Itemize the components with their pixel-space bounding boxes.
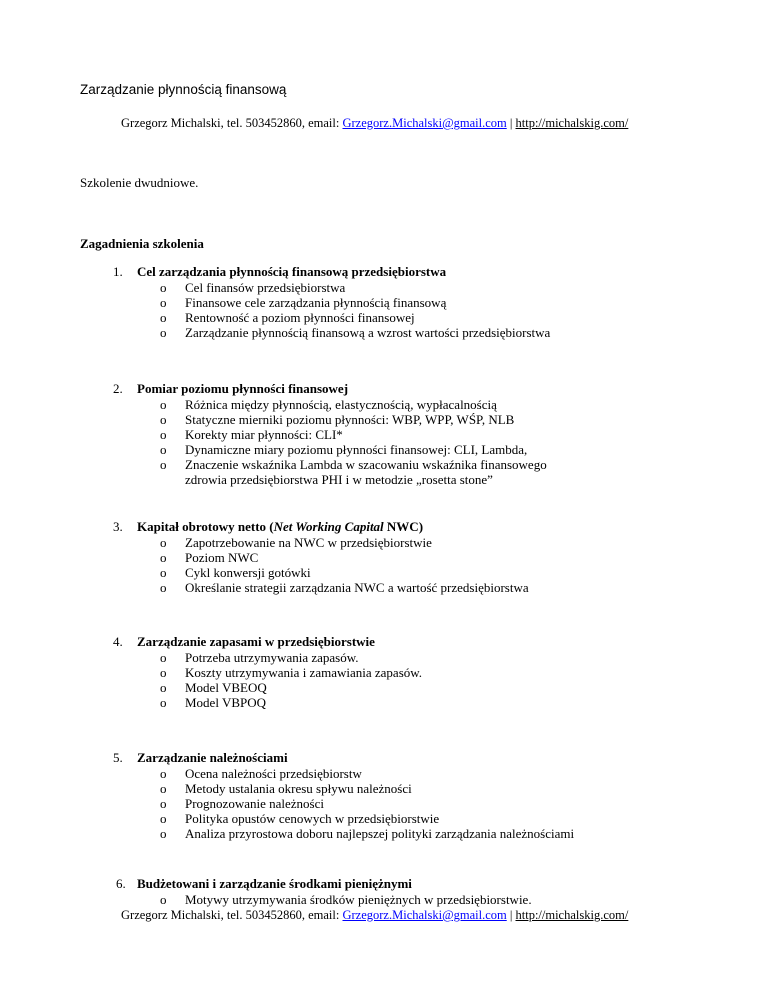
- bullet-icon: o: [160, 280, 167, 295]
- topics-heading: Zagadnienia szkolenia: [80, 236, 204, 251]
- list-item-text: Rentowność a poziom płynności finansowej: [185, 310, 415, 325]
- list-item: [80, 280, 700, 295]
- list-item-text: Poziom NWC: [185, 550, 259, 565]
- website-link[interactable]: http://michalskig.com/: [515, 116, 629, 130]
- email-link[interactable]: Grzegorz.Michalski@gmail.com: [342, 116, 507, 130]
- website-link[interactable]: http://michalskig.com/: [515, 908, 629, 922]
- list-item-text: Metody ustalania okresu spływu należności: [185, 781, 412, 796]
- list-item: [80, 457, 585, 487]
- bullet-icon: o: [160, 325, 167, 340]
- list-item-text: Polityka opustów cenowych w przedsiębiorstwie: [185, 811, 440, 826]
- section-number: 6.: [116, 876, 126, 891]
- bullet-icon: o: [160, 650, 167, 665]
- section-title-part: NWC): [383, 519, 424, 534]
- bullet-icon: o: [160, 892, 167, 907]
- author-contact-header: [121, 115, 628, 131]
- section-1: [80, 264, 700, 340]
- section-3: [80, 519, 700, 595]
- list-item-text: Statyczne mierniki poziomu płynności: WBP, WPP, WŚP, NLB: [185, 412, 515, 427]
- list-item: [80, 665, 700, 680]
- section-title: Zarządzanie należnościami: [137, 750, 288, 765]
- bullet-icon: o: [160, 535, 167, 550]
- section-title-italic: Net Working Capital: [273, 519, 384, 534]
- bullet-icon: o: [160, 295, 167, 310]
- bullet-icon: o: [160, 412, 167, 427]
- section-number: 4.: [113, 634, 123, 649]
- list-item: [80, 826, 700, 841]
- list-item: [80, 766, 700, 781]
- list-item: [80, 580, 700, 595]
- list-item: [80, 397, 700, 412]
- section-5: [80, 750, 700, 841]
- list-item: [80, 695, 700, 710]
- list-item: [80, 442, 700, 457]
- bullet-icon: o: [160, 457, 167, 472]
- list-item-text: Znaczenie wskaźnika Lambda w szacowaniu wskaźnika finansowego zdrowia przedsiębiorstwa PHI i w metodzie „rosetta stone”: [185, 457, 547, 487]
- bullet-icon: o: [160, 397, 167, 412]
- link-separator: |: [506, 908, 516, 922]
- bullet-icon: o: [160, 811, 167, 826]
- author-contact-text: Grzegorz Michalski, tel. 503452860, email:: [121, 908, 343, 922]
- list-item-text: Cykl konwersji gotówki: [185, 565, 311, 580]
- section-6: [80, 876, 700, 907]
- list-item-text: Analiza przyrostowa doboru najlepszej polityki zarządzania należnościami: [185, 826, 575, 841]
- section-number: 1.: [113, 264, 123, 279]
- bullet-icon: o: [160, 680, 167, 695]
- bullet-icon: o: [160, 796, 167, 811]
- list-item-text: Potrzeba utrzymywania zapasów.: [185, 650, 359, 665]
- list-item-text: Prognozowanie należności: [185, 796, 324, 811]
- section-title: Cel zarządzania płynnością finansową przedsiębiorstwa: [137, 264, 447, 279]
- section-title: Budżetowani i zarządzanie środkami pieniężnymi: [137, 876, 412, 891]
- document-title: Zarządzanie płynnością finansową: [80, 82, 287, 97]
- section-title: Zarządzanie zapasami w przedsiębiorstwie: [137, 634, 375, 649]
- email-link[interactable]: Grzegorz.Michalski@gmail.com: [342, 908, 507, 922]
- list-item-text: Ocena należności przedsiębiorstw: [185, 766, 362, 781]
- list-item-text: Korekty miar płynności: CLI*: [185, 427, 343, 442]
- list-item: [80, 796, 700, 811]
- bullet-icon: o: [160, 565, 167, 580]
- list-item: [80, 325, 700, 340]
- bullet-icon: o: [160, 427, 167, 442]
- list-item-text: Zapotrzebowanie na NWC w przedsiębiorstwie: [185, 535, 432, 550]
- list-item: [80, 535, 700, 550]
- list-item: [80, 781, 700, 796]
- bullet-icon: o: [160, 781, 167, 796]
- list-item: [80, 310, 700, 325]
- training-duration-text: Szkolenie dwudniowe.: [80, 175, 199, 190]
- section-title: [137, 519, 423, 535]
- bullet-icon: o: [160, 695, 167, 710]
- list-item-text: Model VBPOQ: [185, 695, 267, 710]
- list-item: [80, 650, 700, 665]
- list-item: [80, 295, 700, 310]
- section-number: 2.: [113, 381, 123, 396]
- list-item-text: Motywy utrzymywania środków pieniężnych w przedsiębiorstwie.: [185, 892, 532, 907]
- list-item: [80, 892, 700, 907]
- list-item: [80, 565, 700, 580]
- list-item-text: Dynamiczne miary poziomu płynności finansowej: CLI, Lambda,: [185, 442, 528, 457]
- list-item-text: Finansowe cele zarządzania płynnością finansową: [185, 295, 447, 310]
- list-item: [80, 680, 700, 695]
- bullet-icon: o: [160, 550, 167, 565]
- list-item: [80, 811, 700, 826]
- list-item: [80, 427, 700, 442]
- section-title: Pomiar poziomu płynności finansowej: [137, 381, 349, 396]
- list-item: [80, 550, 700, 565]
- bullet-icon: o: [160, 665, 167, 680]
- bullet-icon: o: [160, 826, 167, 841]
- list-item-text: Koszty utrzymywania i zamawiania zapasów.: [185, 665, 423, 680]
- bullet-icon: o: [160, 580, 167, 595]
- section-number: 5.: [113, 750, 123, 765]
- bullet-icon: o: [160, 766, 167, 781]
- author-contact-text: Grzegorz Michalski, tel. 503452860, email:: [121, 116, 343, 130]
- list-item-text: Zarządzanie płynnością finansową a wzrost wartości przedsiębiorstwa: [185, 325, 551, 340]
- bullet-icon: o: [160, 310, 167, 325]
- section-2: [80, 381, 700, 487]
- list-item-text: Określanie strategii zarządzania NWC a wartość przedsiębiorstwa: [185, 580, 529, 595]
- list-item-text: Model VBEOQ: [185, 680, 267, 695]
- section-4: [80, 634, 700, 710]
- section-number: 3.: [113, 519, 123, 534]
- list-item-text: Różnica między płynnością, elastycznością, wypłacalnością: [185, 397, 497, 412]
- bullet-icon: o: [160, 442, 167, 457]
- author-contact-footer: [121, 907, 628, 923]
- list-item: [80, 412, 700, 427]
- section-title-part: Kapitał obrotowy netto (: [137, 519, 274, 534]
- link-separator: |: [506, 116, 516, 130]
- list-item-text: Cel finansów przedsiębiorstwa: [185, 280, 346, 295]
